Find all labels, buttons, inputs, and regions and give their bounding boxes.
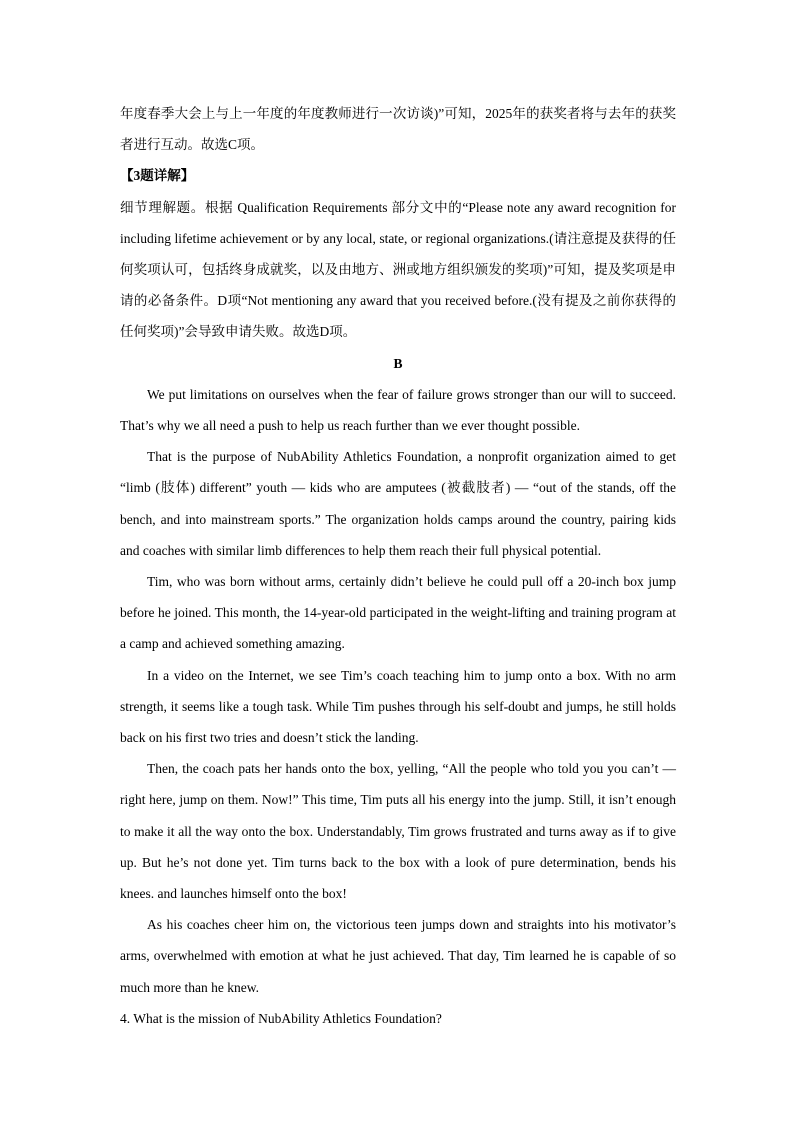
passage-paragraph: As his coaches cheer him on, the victorious teen jumps down and straights into his motivator’s arms, overwhelmed with emotion at what he just achieved. That day, Tim learned he is capable of so much more than he knew. (120, 917, 676, 995)
question-4: 4. What is the mission of NubAbility Athletics Foundation? (120, 1010, 442, 1026)
passage-paragraph: Tim, who was born without arms, certainly didn’t believe he could pull off a 20-inch box jump before he joined. This month, the 14-year-old participated in the weight-lifting and training program at a camp and achieved something amazing. (120, 574, 676, 652)
document-page (120, 98, 676, 1034)
passage-paragraph: In a video on the Internet, we see Tim’s coach teaching him to jump onto a box. With no arm strength, it seems like a tough task. While Tim pushes through his self-doubt and jumps, he still holds back on his first two tries and doesn’t stick the landing. (120, 667, 676, 746)
q3-explanation: 细节理解题。根据 Qualification Requirements 部分文中的“Please note any award recognition for including lifetime achievement or by any local, state, or regional organizations.(请注意提及获得的任何奖项认可，包括终身成就奖，以及由地方、洲或地方组织颁发的奖项)”可知，提及奖项是申请的必备条件。D项“Not mentioning any award that you received before.(没有提及之前你获得的任何奖项)”会导致申请失败。故选D项。 (120, 199, 676, 340)
passage-label: B (393, 355, 403, 371)
passage-paragraph: Then, the coach pats her hands onto the box, yelling, “All the people who told you you can’t — right here, jump on them. Now!” This time, Tim puts all his energy into the jump. Still, it isn’t enough to make it all the way onto the box. Understandably, Tim grows frustrated and turns away as if to give up. But he’s not done yet. Tim turns back to the box with a look of pure determination, bends his knees. and launches himself onto the box! (120, 761, 676, 902)
passage-paragraph: We put limitations on ourselves when the fear of failure grows stronger than our will to succeed. That’s why we all need a push to help us reach further than we ever thought possible. (120, 386, 676, 434)
passage-paragraph: That is the purpose of NubAbility Athletics Foundation, a nonprofit organization aimed to get “limb (肢体) different” youth — kids who are amputees (被截肢者) — “out of the stands, off the bench, and into mainstream sports.” The organization holds camps around the country, pairing kids and coaches with similar limb differences to help them reach their full physical potential. (120, 449, 676, 558)
q3-heading: 【3题详解】 (120, 168, 195, 184)
explanation-continuation: 年度春季大会上与上一年度的年度教师进行一次访谈)”可知，2025年的获奖者将与去年的获奖者进行互动。故选C项。 (120, 106, 676, 153)
